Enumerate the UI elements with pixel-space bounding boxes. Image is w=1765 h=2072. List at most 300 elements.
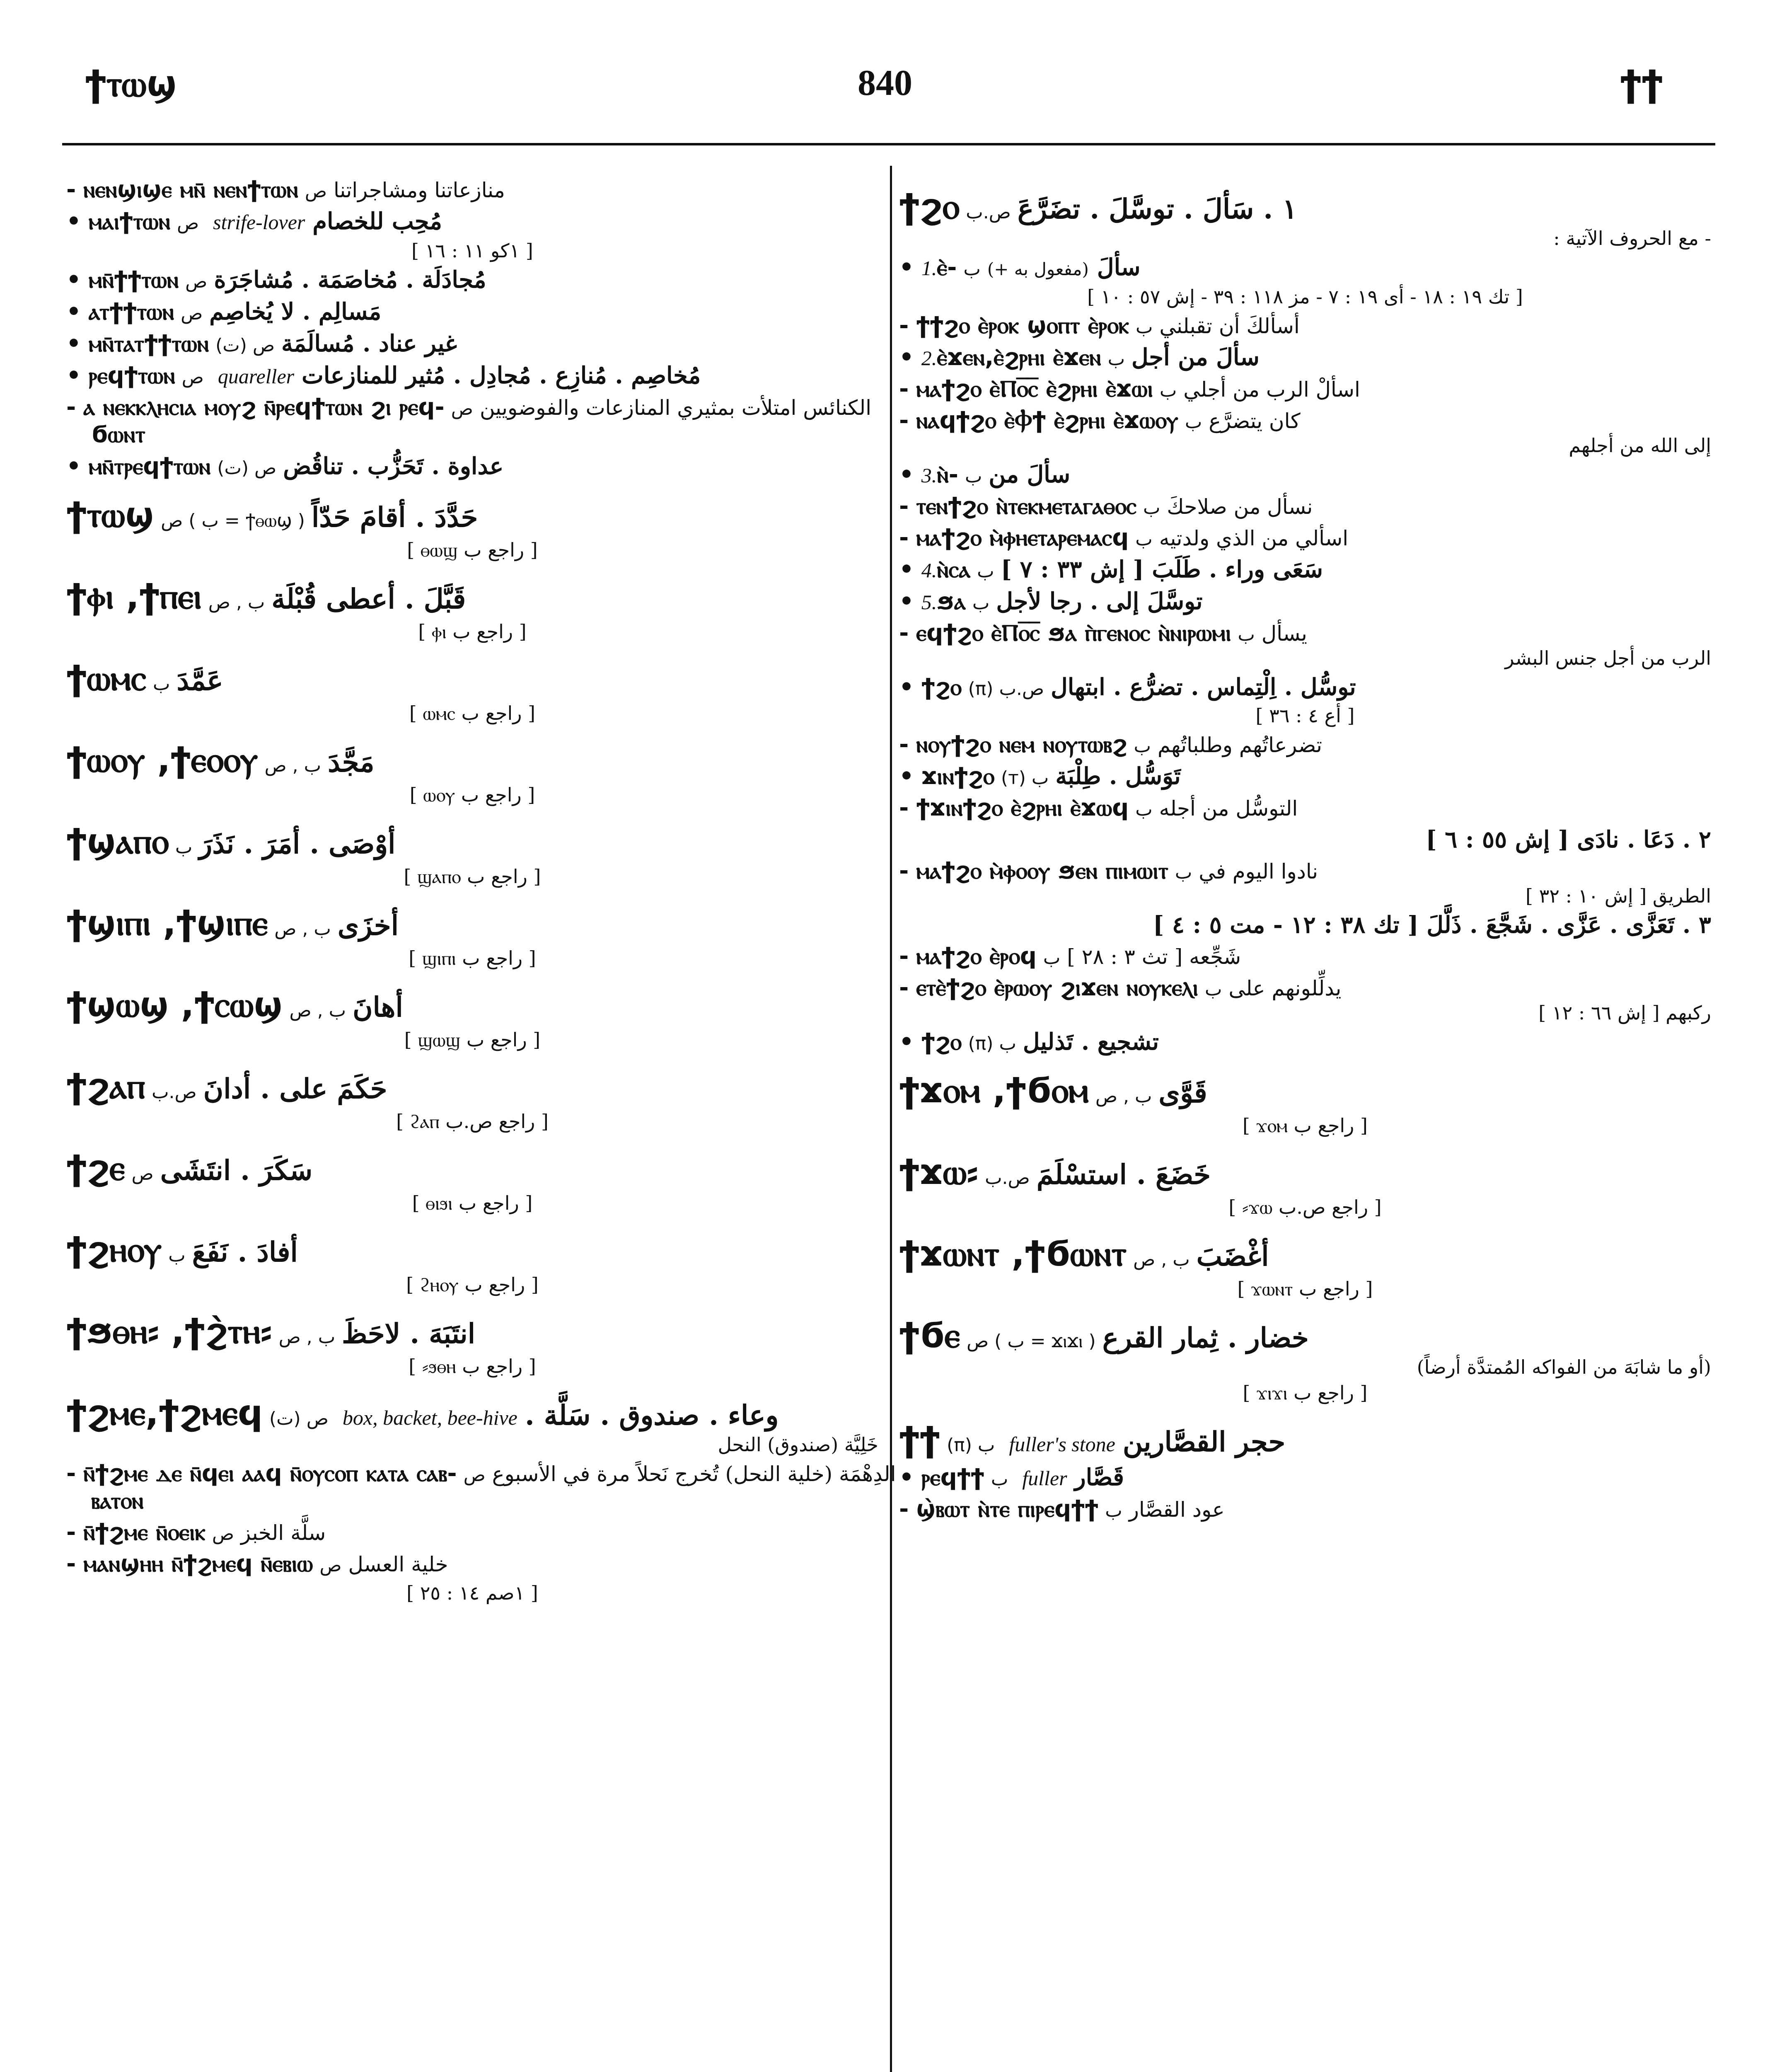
- dialect-label: ب: [1134, 736, 1151, 757]
- arabic-gloss: خلية العسل: [348, 1552, 448, 1576]
- coptic-side: [899, 588, 996, 615]
- bullet-marker: •: [899, 1029, 914, 1055]
- dialect-label: ب: [1043, 947, 1061, 968]
- arabic-gloss: قَوَّى: [1158, 1077, 1207, 1109]
- coptic-side: [899, 1152, 1037, 1193]
- dash-marker: -: [66, 176, 76, 203]
- coptic-form: ⲙⲁⲓϯⲧⲱⲛ: [88, 208, 170, 235]
- left-column-entry: [66, 208, 878, 235]
- gloss-side: [206, 208, 878, 235]
- gloss-side: [192, 1236, 878, 1268]
- bullet-marker: •: [66, 362, 81, 389]
- entry-line: [899, 556, 1711, 583]
- dialect-label: ص: [176, 213, 199, 234]
- right-column-entry: [899, 1315, 1711, 1405]
- coptic-form: ⲙⲛ̄ϯϯⲧⲱⲛ: [88, 266, 179, 293]
- coptic-side: [899, 1419, 1001, 1460]
- dialect-label: (π) ص.ب: [968, 678, 1044, 700]
- arabic-gloss: سألَ: [1097, 254, 1141, 281]
- entry-line: [899, 1233, 1711, 1274]
- coptic-side: [66, 984, 353, 1025]
- arabic-continuation: - مع الحروف الآتية :: [1553, 227, 1711, 249]
- dialect-label: ب: [965, 466, 982, 487]
- bullet-marker: •: [66, 208, 81, 235]
- left-column-entry: [66, 821, 878, 888]
- bullet-marker: •: [66, 453, 81, 480]
- headword: ϯϫⲱⲛⲧ ,ϯϭⲱⲛⲧ: [899, 1233, 1127, 1274]
- gloss-side: [1158, 733, 1711, 757]
- dialect-label: ب: [1238, 624, 1255, 645]
- coptic-form: ϧⲁ: [937, 588, 966, 615]
- dash-marker: -: [899, 493, 909, 520]
- gloss-side: [1001, 556, 1711, 583]
- arabic-gloss: حَدَّدَ . أقامَ حَدّاً: [311, 501, 478, 533]
- coptic-side: [899, 1315, 1103, 1356]
- right-column-entry: [899, 826, 1711, 853]
- arabic-gloss: مَسالِم . لا يُخاصِم: [209, 298, 382, 325]
- coptic-side: [899, 1233, 1197, 1274]
- headword: ϯϯ: [899, 1419, 941, 1460]
- headword: ϯϩⲁⲡ: [66, 1066, 145, 1106]
- right-column-entry: [899, 620, 1711, 669]
- coptic-side: [66, 1147, 160, 1188]
- headword: ϯϩⲟ: [899, 186, 960, 227]
- arabic-gloss: توسَّلَ إلى . رجا لأجل: [996, 588, 1203, 615]
- entry-line: [899, 974, 1711, 1002]
- coptic-side: [66, 266, 214, 294]
- sense-heading: ٢ . دَعَا . نادَى [ إش ٥٥ : ٦ ]: [1426, 826, 1711, 853]
- scripture-reference: [ ١كو ١١ : ١٦ ]: [411, 240, 533, 262]
- entry-line: [66, 576, 878, 617]
- left-column-entry: [66, 394, 878, 448]
- gloss-side: [1209, 409, 1711, 433]
- entry-line: [66, 984, 878, 1025]
- arabic-gloss: غير عناد . مُسالَمَة: [281, 330, 457, 357]
- gloss-side: [342, 1317, 878, 1350]
- headword: ϯⲱⲙⲥ: [66, 658, 147, 698]
- coptic-side: [899, 974, 1228, 1002]
- gloss-side: [1037, 1158, 1711, 1191]
- gloss-side: [1015, 1464, 1711, 1491]
- right-column-entry: [899, 1464, 1711, 1491]
- right-column-entry: [899, 673, 1711, 727]
- dialect-label: (π) ب: [947, 1435, 995, 1456]
- right-column-entry: [899, 1070, 1711, 1138]
- dialect-label: ص: [185, 271, 208, 292]
- dash-marker: -: [899, 407, 909, 434]
- arabic-gloss: سَعَى وراء . طَلَبَ [ إش ٣٣ : ٧ ]: [1001, 556, 1323, 583]
- coptic-side: [899, 493, 1167, 520]
- column-divider: [890, 166, 892, 2072]
- dash-marker: -: [899, 794, 909, 821]
- entry-line: [66, 1066, 878, 1107]
- coptic-side: [899, 857, 1199, 885]
- arabic-gloss: سألَ من أجل: [1132, 344, 1260, 371]
- arabic-gloss: التوسُّل من أجله: [1159, 796, 1298, 821]
- arabic-gloss: أوْصَى . أمَرَ . نَذَرَ: [199, 828, 396, 860]
- gloss-side: [1103, 1322, 1711, 1354]
- cross-reference: [ راجع ص.ب ϫⲱ⸗ ]: [1228, 1196, 1382, 1218]
- entry-line: [899, 1152, 1711, 1193]
- right-column-entry: [899, 286, 1711, 308]
- gloss-side: [353, 991, 878, 1023]
- right-column-entry: [899, 857, 1711, 907]
- entry-line: [66, 394, 878, 421]
- arabic-gloss: عَمَّدَ: [176, 664, 223, 697]
- gloss-side: [1159, 314, 1711, 338]
- coptic-side: [899, 407, 1209, 434]
- cross-reference: [ راجع ب ⲫⲓ ]: [418, 620, 527, 643]
- dialect-label: ب: [1159, 380, 1177, 401]
- left-column-entry: [66, 1311, 878, 1378]
- dialect-label: ب , ص: [264, 755, 322, 776]
- gloss-side: [1158, 1077, 1711, 1109]
- entry-line: [66, 658, 878, 699]
- dialect-label: (ت) ص: [215, 335, 275, 356]
- arabic-gloss: الكنائس امتلأت بمثيري المنازعات والفوضويين: [479, 396, 872, 420]
- arabic-gloss: نسأل من صلاحكَ: [1167, 495, 1313, 519]
- headword: ϯϣⲓⲡⲓ ,ϯϣⲓⲡⲉ: [66, 903, 268, 943]
- english-gloss: fuller: [1022, 1467, 1067, 1490]
- gloss-side: [987, 254, 1711, 281]
- arabic-gloss: قَبَّلَ . أعطى قُبْلَة: [271, 583, 466, 615]
- left-column-entry: [66, 1147, 878, 1215]
- arabic-continuation: الطريق [ إش ١٠ : ٣٢ ]: [1526, 885, 1711, 907]
- headword: ϯϣⲁⲡⲟ: [66, 821, 169, 862]
- gloss-side: [312, 501, 878, 533]
- coptic-side: [899, 375, 1183, 403]
- cross-reference: [ راجع ب ϫⲱⲛⲧ ]: [1237, 1278, 1373, 1300]
- entry-line: [66, 298, 878, 326]
- coptic-side: [66, 1519, 241, 1546]
- headword: ϯⲫⲓ ,ϯⲡⲉⲓ: [66, 576, 202, 617]
- coptic-side: [899, 943, 1067, 970]
- coptic-side: [66, 1460, 492, 1487]
- coptic-form: ⲛⲉⲛϣⲓϣⲉ ⲙⲛ̄ ⲛⲉⲛϯⲧⲱⲛ: [83, 176, 298, 203]
- bullet-marker: •: [899, 254, 914, 281]
- dialect-label: ص: [305, 181, 327, 202]
- entry-line: [899, 461, 1711, 489]
- dialect-label: ص.ب: [966, 202, 1011, 223]
- bullet-marker: •: [66, 330, 81, 357]
- entry-line: [66, 453, 878, 480]
- entry-line: [899, 312, 1711, 339]
- coptic-side: [66, 208, 206, 235]
- bullet-marker: •: [899, 1464, 914, 1491]
- headword: ϯϫⲟⲙ ,ϯϭⲟⲙ: [899, 1070, 1089, 1111]
- dialect-label: ب: [1175, 862, 1192, 883]
- coptic-form: ⲛⲁϥϯϩⲟ ⲉ̀Ⲫϯ ⲉ̀ϩⲣⲏⲓ ⲉ̀ϫⲱⲟⲩ: [916, 407, 1178, 434]
- left-column-entry: [66, 453, 878, 480]
- coptic-form: ⲧⲉⲛϯϩⲟ ⲛ̀ⲧⲉⲕⲙⲉⲧⲁⲅⲁⲑⲟⲥ: [916, 493, 1136, 520]
- gloss-side: [203, 1072, 878, 1105]
- arabic-gloss: توسُّل . اِلْتِماس . تضرُّع . ابتهال: [1051, 673, 1356, 701]
- entry-line: [899, 1315, 1711, 1356]
- coptic-side: [66, 1066, 203, 1107]
- left-column-entry: [66, 240, 878, 262]
- arabic-gloss: اسألي من الذي ولدتيه: [1159, 526, 1349, 550]
- dash-marker: -: [66, 394, 76, 421]
- arabic-gloss: نادوا اليوم في: [1199, 859, 1318, 884]
- coptic-side: [66, 1311, 342, 1352]
- entry-line: [899, 857, 1711, 885]
- coptic-side: [66, 394, 480, 421]
- right-column-entry: [899, 344, 1711, 371]
- right-column-entry: [899, 186, 1711, 249]
- english-gloss: fuller's stone: [1009, 1433, 1115, 1456]
- bullet-marker: •: [899, 344, 914, 371]
- arabic-gloss: انتَبَهَ . لاحَظَ: [342, 1317, 476, 1350]
- right-column-entry: [899, 588, 1711, 615]
- arabic-gloss: خَضَعَ . استسْلَمَ: [1036, 1158, 1211, 1191]
- dialect-label: ص: [181, 367, 204, 388]
- dialect-label: ب: [175, 837, 193, 858]
- dash-marker: -: [66, 1460, 76, 1487]
- coptic-form: ⲛ̀ⲥⲁ: [937, 556, 971, 583]
- coptic-form: ⲉⲧⲉ̀ϯϩⲟ ⲉ̀ⲣⲱⲟⲩ ϩⲓϫⲉⲛ ⲛⲟⲩⲕⲉⲗⲓ: [916, 974, 1198, 1001]
- entry-line: [66, 1460, 896, 1487]
- left-column-entry: [66, 1582, 878, 1604]
- dash-marker: -: [899, 375, 909, 402]
- coptic-form: ⲙⲁϯϩⲟ ⲉ̀Ⲡⲟ̅ⲥ̅ ⲉ̀ϩⲣⲏⲓ ⲉ̀ϫⲱⲓ: [916, 375, 1153, 402]
- gloss-side: [209, 298, 878, 325]
- gloss-side: [1067, 945, 1711, 969]
- entry-line: [899, 407, 1711, 434]
- dialect-label: ص: [319, 1555, 342, 1576]
- arabic-gloss: عداوة . تَحَزُّب . تناقُض: [283, 453, 504, 480]
- sense-number: 3.: [921, 464, 937, 487]
- cross-reference: [ راجع ب ϫⲓϫⲓ ]: [1243, 1382, 1368, 1404]
- entry-line: [66, 1519, 878, 1546]
- arabic-gloss: وعاء . صندوق . سَلَّة .: [525, 1399, 779, 1431]
- coptic-side: [66, 658, 176, 699]
- headword: ϯϩⲙⲉ,ϯϩⲙⲉϥ: [66, 1392, 263, 1433]
- cross-reference: [ راجع ب ⲱⲙⲥ ]: [409, 702, 536, 724]
- entry-line: [899, 673, 1711, 701]
- entry-line: [66, 208, 878, 235]
- entry-line: [899, 524, 1711, 552]
- gloss-side: [1018, 193, 1711, 225]
- left-column-entry: [66, 1550, 878, 1578]
- dialect-label: (т) ب: [1001, 767, 1049, 789]
- coptic-form: ⲛ̄ϯϩⲙⲉ ⲛ̄ⲟⲉⲓⲕ: [83, 1519, 206, 1546]
- arabic-continuation: الرب من أجل جنس البشر: [1505, 647, 1711, 669]
- arabic-continuation: ركبهم [ إش ٦٦ : ١٢ ]: [1538, 1002, 1711, 1024]
- left-column-entry: [66, 576, 878, 644]
- gloss-side: [199, 828, 878, 860]
- right-column-entry: [899, 407, 1711, 457]
- arabic-gloss: خضار . ثِمار القرع: [1102, 1322, 1309, 1354]
- dash-marker: -: [66, 1550, 76, 1577]
- coptic-side: [66, 330, 281, 358]
- coptic-form: ϫⲓⲛϯϩⲟ: [921, 763, 994, 790]
- dash-marker: -: [899, 731, 909, 758]
- right-column-entry: [899, 493, 1711, 520]
- arabic-gloss: حَكَمَ على . أدانَ: [203, 1072, 387, 1105]
- dialect-label: ب: [1143, 497, 1161, 518]
- cross-reference: [ راجع ب ⲱⲟⲩ ]: [409, 784, 535, 806]
- dash-marker: -: [66, 1519, 76, 1546]
- coptic-side: [66, 362, 210, 390]
- left-column-entry: [66, 362, 878, 390]
- arabic-gloss: عود القصَّار: [1129, 1498, 1225, 1522]
- left-column-entry: [66, 298, 878, 326]
- headword: ϯⲧⲱϣ: [66, 494, 155, 535]
- coptic-form: ⲙⲁϯϩⲟ ⲙ̀ⲫⲟⲟⲩ ϧⲉⲛ ⲡⲓⲙⲱⲓⲧ: [916, 857, 1168, 884]
- coptic-form: ⲁⲧϯϯⲧⲱⲛ: [88, 298, 174, 325]
- right-column-entry: [899, 762, 1711, 790]
- headword: ϯⲱⲟⲩ ,ϯⲉⲟⲟⲩ: [66, 739, 258, 780]
- gloss-side: [1001, 1426, 1711, 1458]
- sense-number: 4.: [921, 559, 937, 582]
- arabic-continuation: (أو ما شابَهَ من الفواكه المُمتدَّة أرضاً): [1417, 1356, 1711, 1378]
- page-number: 840: [858, 63, 912, 103]
- gloss-side: [1132, 344, 1711, 371]
- entry-line: [66, 1311, 878, 1352]
- right-column-entry: [899, 312, 1711, 339]
- left-column-entry: [66, 176, 878, 203]
- dialect-label: ب: [977, 561, 994, 582]
- coptic-side: [899, 1496, 1129, 1523]
- entry-line: [899, 1070, 1711, 1111]
- cross-reference: [ راجع ب ⲑⲓϧⲓ ]: [412, 1192, 533, 1214]
- gloss-side: [241, 1521, 878, 1545]
- left-column-entry: [66, 1519, 878, 1546]
- right-column: [899, 172, 1711, 1525]
- dialect-label: ب: [991, 1469, 1008, 1490]
- coptic-side: [899, 763, 1055, 790]
- left-column-entry: [66, 1392, 878, 1456]
- coptic-form: ⲙⲁϯϩⲟ ⲉ̀ⲣⲟϥ: [916, 943, 1037, 970]
- coptic-form: ⲛⲟⲩϯϩⲟ ⲛⲉⲙ ⲛⲟⲩⲧⲱⲃϩ: [916, 731, 1127, 758]
- dialect-label: ب: [1135, 529, 1153, 550]
- right-column-entry: [899, 461, 1711, 489]
- gloss-side: [1199, 859, 1711, 884]
- scripture-reference: [ ١صم ١٤ : ٢٥ ]: [406, 1582, 538, 1604]
- dialect-label: ب , ص: [1133, 1249, 1190, 1270]
- dialect-label: ب: [1107, 349, 1125, 370]
- dialect-label: ص: [463, 1464, 486, 1486]
- arabic-gloss: يدلِّلونهم على: [1228, 976, 1342, 1000]
- entry-line: [899, 1028, 1711, 1056]
- header-rule: [62, 143, 1715, 145]
- coptic-side: [66, 1550, 348, 1578]
- dialect-label: ب: [1135, 317, 1153, 338]
- gloss-side: [338, 909, 878, 942]
- entry-line: [899, 254, 1711, 281]
- entry-line: [899, 762, 1711, 790]
- left-column-entry: [66, 1229, 878, 1297]
- sense-number: 1.: [921, 257, 937, 280]
- bullet-marker: •: [899, 556, 914, 583]
- arabic-gloss: سَكَرَ . انتَشَى: [160, 1154, 313, 1186]
- dash-marker: -: [899, 974, 909, 1001]
- right-column-entry: [899, 556, 1711, 583]
- entry-line: [899, 794, 1711, 822]
- arabic-gloss: مُخاصِم . مُنازِع . مُجادِل . مُثير للمنازعات: [302, 362, 701, 389]
- arabic-gloss: أخزَى: [337, 909, 399, 942]
- arabic-gloss: تشجيع . تَذليل: [1023, 1028, 1159, 1055]
- coptic-side: [899, 461, 989, 489]
- entry-line: [66, 362, 878, 390]
- entry-line: [899, 943, 1711, 970]
- arabic-gloss: ١ . سَألَ . توسَّلَ . تضَرَّعَ: [1017, 193, 1297, 225]
- arabic-gloss: مُجادَلَة . مُخاصَمَة . مُشاجَرَة: [214, 266, 486, 293]
- dialect-label: ص.ب: [985, 1167, 1030, 1188]
- gloss-side: [281, 330, 878, 357]
- left-column-entry: [66, 266, 878, 294]
- coptic-form: ⲉϥϯϩⲟ ⲉ̀Ⲡⲟ̅ⲥ̅ ϧⲁ ⲡ̀ⲅⲉⲛⲟⲥ ⲛ̀ⲛⲓⲣⲱⲙⲓ: [916, 620, 1231, 646]
- left-column-entry: [66, 494, 878, 562]
- headword: ϯϣⲱϣ ,ϯⲥⲱϣ: [66, 984, 283, 1025]
- cross-reference: [ راجع ب ϣⲓⲡⲓ ]: [409, 947, 536, 969]
- gloss-side: [1197, 1240, 1711, 1272]
- coptic-side: [899, 674, 1051, 701]
- entry-line: [899, 588, 1711, 615]
- dialect-label: (π) ب: [968, 1033, 1016, 1054]
- coptic-form: ⲣⲉϥϯⲧⲱⲛ: [88, 362, 175, 389]
- entry-line: [899, 375, 1711, 403]
- header-left-guide-word: ϯⲧⲱϣ: [85, 62, 177, 105]
- coptic-form: ⲉ̀ϫⲉⲛ,ⲉ̀ϩⲣⲏⲓ ⲉ̀ϫⲉⲛ: [937, 344, 1101, 371]
- dialect-label: ب , ص: [278, 1326, 336, 1348]
- coptic-form: ϯϯϩⲟ ⲉ̀ⲣⲟⲕ ϣⲟⲡⲧ ⲉ̀ⲣⲟⲕ: [916, 312, 1129, 339]
- dialect-label: ب: [168, 1245, 186, 1266]
- arabic-gloss: أفادَ . نَفَعَ: [192, 1236, 298, 1268]
- cross-reference: [ أع ٤ : ٣٦ ]: [1255, 704, 1355, 727]
- cross-reference: [ راجع ب ϧⲑⲏ⸗ ]: [409, 1355, 536, 1377]
- coptic-form: ϯϫⲓⲛϯϩⲟ ⲉ̀ϩⲣⲏⲓ ⲉ̀ϫⲱϥ: [916, 794, 1129, 821]
- coptic-side: [899, 1464, 1015, 1491]
- entry-line: [66, 1392, 878, 1433]
- right-column-entry: [899, 254, 1711, 281]
- left-column-entry: [66, 1460, 896, 1515]
- dialect-label: ب , ص: [274, 918, 331, 939]
- coptic-side: [899, 556, 1001, 583]
- entry-line: [66, 330, 878, 358]
- right-column-entry: [899, 1419, 1711, 1460]
- gloss-side: [283, 453, 878, 480]
- sense-number: 2.: [921, 346, 937, 370]
- coptic-form: ⲛ̀-: [937, 461, 958, 488]
- gloss-side: [1262, 622, 1711, 646]
- dialect-label: ص: [451, 398, 473, 419]
- right-column-entry: [899, 794, 1711, 822]
- cross-reference: [ راجع ب ϣⲱϣ ]: [404, 1029, 541, 1051]
- right-column-entry: [899, 974, 1711, 1024]
- gloss-side: [480, 396, 878, 420]
- dialect-label: ب: [1135, 799, 1153, 820]
- gloss-side: [1228, 976, 1711, 1000]
- right-column-entry: [899, 1028, 1711, 1056]
- coptic-form: ⲙⲁⲛϣⲏⲏ ⲛ̄ϯϩⲙⲉϥ ⲛ̄ⲉⲃⲓⲱ: [83, 1550, 313, 1577]
- cross-reference: [ راجع ب ϣⲁⲡⲟ ]: [404, 865, 541, 888]
- coptic-side: [66, 176, 334, 203]
- dash-marker: -: [899, 312, 909, 339]
- headword: ϯϩⲏⲟⲩ: [66, 1229, 162, 1270]
- arabic-gloss: تَوَسُّل . طِلْبَة: [1055, 762, 1181, 790]
- dash-marker: -: [899, 620, 909, 646]
- english-gloss: strife-lover: [213, 211, 305, 234]
- coptic-form: ⲣⲉϥϯϯ: [921, 1464, 984, 1491]
- bullet-marker: •: [66, 298, 81, 325]
- arabic-gloss: الدِهْمَة (خلية النحل) تُخرج نَحلاً مرة في الأسبوع: [492, 1462, 896, 1486]
- grammar-note: (مفعول به +): [987, 259, 1089, 279]
- gloss-side: [334, 178, 878, 202]
- gloss-side: [210, 362, 878, 389]
- entry-line: [899, 620, 1711, 647]
- coptic-side: [899, 1070, 1158, 1111]
